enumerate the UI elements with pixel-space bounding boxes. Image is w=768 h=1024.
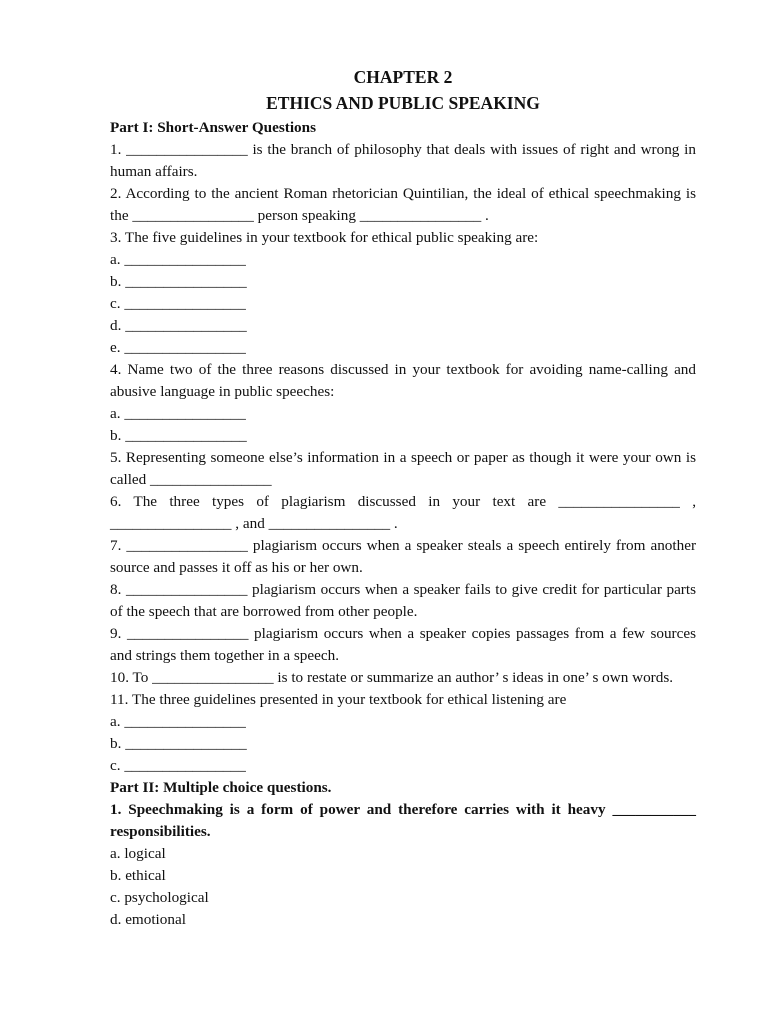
question-3: 3. The five guidelines in your textbook for ethical public speaking are: — [110, 229, 539, 246]
question-1: 1. ________________ is the branch of philosophy that deals with issues of right and wrong in human affairs. — [110, 141, 696, 180]
worksheet-page — [110, 64, 696, 931]
part2-heading: Part II: Multiple choice questions. — [110, 779, 332, 796]
question-3-option-a: a. ________________ — [110, 251, 246, 268]
question-8: 8. ________________ plagiarism occurs when a speaker fails to give credit for particular parts of the speech that are borrowed from other people. — [110, 581, 696, 620]
question-7: 7. ________________ plagiarism occurs when a speaker steals a speech entirely from another source and passes it off as his or her own. — [110, 537, 696, 576]
question-3-option-d: d. ________________ — [110, 317, 247, 334]
question-3-option-c: c. ________________ — [110, 295, 246, 312]
question-11: 11. The three guidelines presented in your textbook for ethical listening are — [110, 691, 567, 708]
question-6: 6. The three types of plagiarism discussed in your text are ________________ , ________________ , and ________________ . — [110, 493, 696, 532]
question-11-option-b: b. ________________ — [110, 735, 247, 752]
mc-question-1-option-b: b. ethical — [110, 867, 166, 884]
question-3-option-e: e. ________________ — [110, 339, 246, 356]
question-3-option-b: b. ________________ — [110, 273, 247, 290]
mc-question-1: 1. Speechmaking is a form of power and therefore carries with it heavy ___________ responsibilities. — [110, 801, 696, 840]
question-4-option-a: a. ________________ — [110, 405, 246, 422]
chapter-heading: CHAPTER 2 — [353, 67, 453, 87]
question-2: 2. According to the ancient Roman rhetorician Quintilian, the ideal of ethical speechmaking is the ________________ person speaking ________________ . — [110, 185, 696, 224]
chapter-title: ETHICS AND PUBLIC SPEAKING — [266, 93, 540, 113]
mc-question-1-option-d: d. emotional — [110, 911, 186, 928]
mc-question-1-option-c: c. psychological — [110, 889, 209, 906]
question-9: 9. ________________ plagiarism occurs when a speaker copies passages from a few sources and strings them together in a speech. — [110, 625, 696, 664]
question-11-option-a: a. ________________ — [110, 713, 246, 730]
question-4: 4. Name two of the three reasons discussed in your textbook for avoiding name-calling and abusive language in public speeches: — [110, 361, 696, 400]
question-4-option-b: b. ________________ — [110, 427, 247, 444]
mc-question-1-option-a: a. logical — [110, 845, 166, 862]
question-11-option-c: c. ________________ — [110, 757, 246, 774]
question-5: 5. Representing someone else’s information in a speech or paper as though it were your own is called ________________ — [110, 449, 696, 488]
part1-heading: Part I: Short-Answer Questions — [110, 119, 317, 136]
question-10: 10. To ________________ is to restate or summarize an author’ s ideas in one’ s own words. — [110, 669, 674, 686]
